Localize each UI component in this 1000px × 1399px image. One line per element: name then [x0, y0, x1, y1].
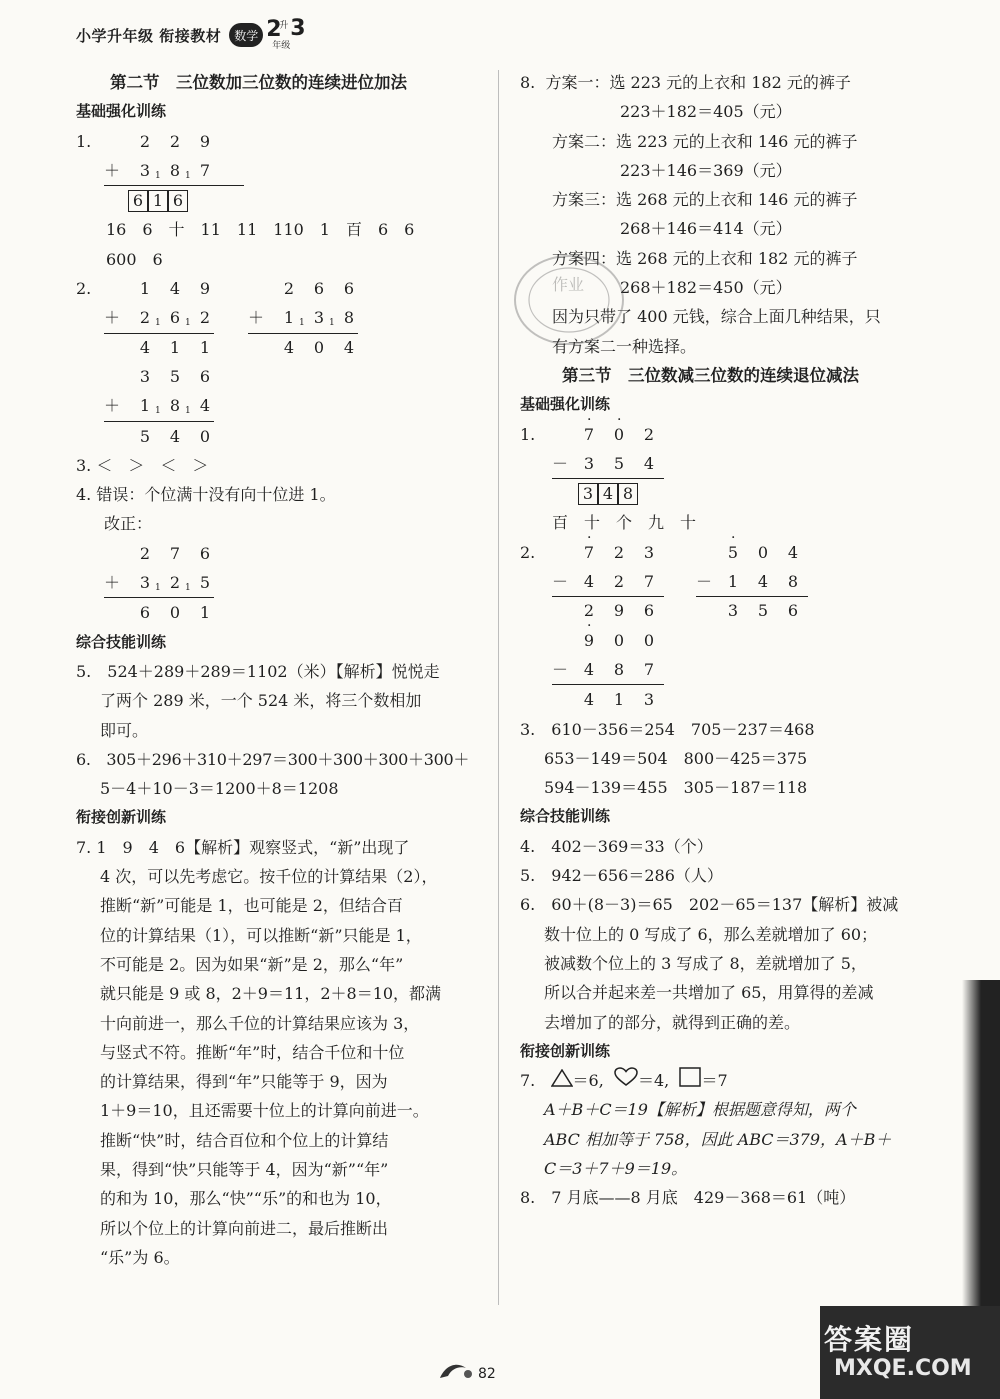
q1-row-a: 1. 2 2 9	[76, 131, 211, 151]
r-q7-shapes: 7. ＝6, ＝4, ＝7	[520, 1066, 930, 1095]
book-title: 小学升年级 衔接教材	[76, 26, 222, 45]
q7-line-7: 十向前进一，那么千位的计算结果应该为 3，	[100, 1013, 420, 1033]
q7-line-12: 果，得到“快”只能等于 4，因为“新”“年”	[100, 1159, 389, 1179]
r-q8: 8. 7 月底——8 月底 429－368＝61（吨）	[520, 1188, 856, 1208]
q8-plan-3: 方案三：选 268 元的上衣和 146 元的裤子	[552, 190, 858, 210]
r-q2c-row-a: · 9 0 0	[583, 617, 655, 650]
q4-fix-label: 改正：	[104, 514, 153, 534]
q7-line-8: 与竖式不符。推断“年”时，结合千位和十位	[100, 1042, 405, 1062]
q4-row-b: ＋ 3 1 2 1 5	[104, 573, 211, 594]
q2c-row-a: 3 5 6	[139, 366, 211, 386]
column-divider	[498, 70, 499, 1305]
subheading-comprehensive-2: 综合技能训练	[520, 807, 611, 826]
r-q5: 5. 942－656＝286（人）	[520, 866, 723, 886]
r-q7-line-2: ABC 相加等于 758，因此 ABC＝379，A＋B＋	[544, 1129, 892, 1149]
q1-answer-boxes: 6 1 6	[76, 186, 486, 215]
q2c-answer: 5 4 0	[139, 426, 211, 446]
subheading-basic-2: 基础强化训练	[520, 395, 611, 414]
page-header	[76, 18, 306, 52]
q7-line-1: 7. 1 9 4 6【解析】观察竖式，“新”出现了	[76, 837, 410, 857]
q8-plan-1: 8. 方案一：选 223 元的上衣和 182 元的裤子	[520, 73, 851, 92]
q7-line-6: 就只能是 9 或 8，2＋9＝11，2＋8＝10，都满	[100, 984, 442, 1004]
q7-line-9: 的计算结果，得到“年”只能等于 9，因为	[100, 1072, 388, 1092]
q2-row-b: ＋ 2 1 6 1 2 ＋ 1 1 3 1 8	[104, 308, 355, 329]
square-icon	[679, 1067, 701, 1096]
q4: 4. 错误：个位满十没有向十位进 1。	[76, 485, 336, 505]
q7-line-3: 推断“新”可能是 1，也可能是 2，但结合百	[100, 896, 403, 916]
q2-answers: 4 1 1 4 0 4	[139, 337, 355, 357]
q7-line-2: 4 次，可以先考虑它。按千位的计算结果（2），	[100, 867, 438, 887]
q7-line-5: 不可能是 2。因为如果“新”是 2，那么“年”	[100, 954, 404, 974]
r-q7-line-1: A＋B＋C＝19【解析】根据题意得知，两个	[544, 1100, 856, 1120]
q2c-row-b: ＋ 1 1 8 1 4	[104, 396, 211, 417]
q5-line-1: 5. 524＋289＋289＝1102（米）【解析】悦悦走	[76, 661, 440, 681]
r-q6-line-4: 所以合并起来差一共增加了 65，用算得的差减	[544, 983, 874, 1003]
q8-plan-2-calc: 223＋146＝369（元）	[620, 160, 792, 180]
q7-line-11: 推断“快”时，结合百位和个位上的计算结	[100, 1130, 389, 1150]
r-q6-line-5: 去增加了的部分，就得到正确的差。	[544, 1012, 801, 1032]
q7-line-15: “乐”为 6。	[100, 1247, 180, 1267]
svg-text:作业: 作业	[552, 275, 585, 294]
homework-stamp	[512, 252, 626, 348]
r-q1-row-a: 1. · 7 · 0 2	[520, 411, 655, 444]
corner-watermark-url: MXQE.COM	[834, 1356, 972, 1381]
r-q2-row-b: － 4 2 7 － 1 4 8	[552, 572, 799, 592]
left-column	[76, 68, 486, 1272]
r-q6-line-1: 6. 60＋(8－3)＝65 202－65＝137【解析】被减	[520, 895, 899, 915]
q3: 3. ＜ ＞ ＜ ＞	[76, 455, 209, 475]
page-edge-shadow	[962, 980, 1000, 1310]
page-number: 82	[438, 1360, 496, 1388]
q1-fill-1: 16 6 十 11 11 110 1 百 6 6	[106, 220, 415, 240]
grade-logo: 2 升 3 年级	[266, 16, 306, 51]
q8-plan-2: 方案二：选 223 元的上衣和 146 元的裤子	[552, 131, 858, 151]
r-q2c-row-b: － 4 8 7	[552, 659, 655, 679]
r-q2-row-a: 2. · 7 2 3 · 5 0 4	[520, 529, 799, 562]
q4-answer: 6 0 1	[139, 603, 211, 623]
section-title-3: 第三节 三位数减三位数的连续退位减法	[562, 365, 859, 385]
subheading-innovation: 衔接创新训练	[76, 808, 167, 827]
right-column	[520, 68, 930, 1213]
q4-row-a: 2 7 6	[139, 543, 211, 563]
q7-line-14: 所以个位上的计算向前进二，最后推断出	[100, 1218, 389, 1238]
q8-conclusion-1: 因为只带了 400 元钱，综合上面几种结果，只	[552, 307, 881, 327]
subheading-innovation-2: 衔接创新训练	[520, 1041, 611, 1060]
r-q3-line-2: 653－149＝504 800－425＝375	[544, 748, 808, 768]
r-q2c-answer: 4 1 3	[583, 690, 655, 710]
q8-plan-4-calc: 268＋182＝450（元）	[620, 278, 792, 298]
subheading-basic: 基础强化训练	[76, 102, 167, 121]
q5-line-2: 了两个 289 米，一个 524 米，将三个数相加	[100, 691, 422, 711]
r-q7-line-3: C＝3＋7＋9＝19。	[544, 1158, 688, 1178]
corner-watermark-text: 答案圈	[824, 1323, 915, 1356]
q8-plan-1-calc: 223＋182＝405（元）	[620, 102, 792, 122]
q1-fill-2: 600 6	[106, 249, 163, 269]
q7-line-13: 的和为 10，那么“快”“乐”的和也为 10，	[100, 1189, 392, 1209]
q6-line-1: 6. 305＋296＋310＋297＝300＋300＋300＋300＋	[76, 749, 470, 769]
q1-row-b: ＋ 3 1 8 1 7	[104, 160, 211, 181]
subject-badge: 数学	[229, 23, 263, 47]
r-q4: 4. 402－369＝33（个）	[520, 836, 713, 856]
q8-plan-4: 方案四：选 268 元的上衣和 182 元的裤子	[552, 248, 858, 268]
q8-plan-3-calc: 268＋146＝414（元）	[620, 219, 792, 239]
r-q6-line-3: 被减数个位上的 3 写成了 8，差就增加了 5，	[544, 953, 867, 973]
q7-line-10: 1＋9＝10，且还需要十位上的计算向前进一。	[100, 1101, 429, 1121]
r-q1-answer-boxes: 3 4 8	[520, 479, 930, 508]
heart-icon	[614, 1067, 638, 1096]
subheading-comprehensive: 综合技能训练	[76, 632, 167, 651]
r-q3-line-1: 3. 610－356＝254 705－237＝468	[520, 719, 815, 739]
q5-line-3: 即可。	[100, 720, 149, 740]
q2-row-a: 2. 1 4 9 2 6 6	[76, 279, 355, 299]
r-q1-fill: 百 十 个 九 十	[552, 513, 697, 533]
r-q3-line-3: 594－139＝455 305－187＝118	[544, 778, 808, 798]
q7-line-4: 位的计算结果（1），可以推断“新”只能是 1，	[100, 925, 422, 945]
section-title-2: 第二节 三位数加三位数的连续进位加法	[110, 73, 407, 92]
swirl-logo-icon	[438, 1360, 474, 1388]
q6-line-2: 5－4＋10－3＝1200＋8＝1208	[100, 779, 339, 799]
r-q6-line-2: 数十位上的 0 写成了 6，那么差就增加了 60；	[544, 924, 878, 944]
r-q1-row-b: － 3 5 4	[552, 453, 655, 473]
r-q2-answers: 2 9 6 3 5 6	[583, 601, 799, 621]
triangle-icon	[551, 1067, 573, 1096]
q8-conclusion-2: 有方案二一种选择。	[552, 336, 697, 356]
